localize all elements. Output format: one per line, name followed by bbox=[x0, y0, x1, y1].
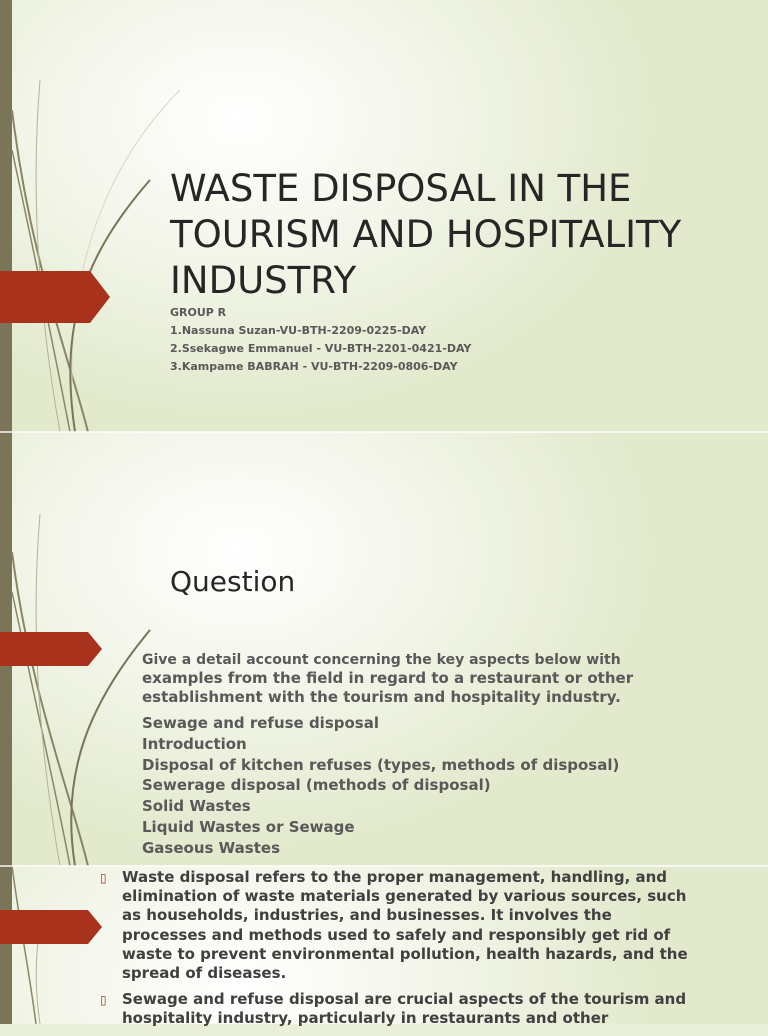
group-name: GROUP R bbox=[170, 306, 227, 319]
aspect-item: Sewage and refuse disposal bbox=[142, 714, 379, 732]
bullet-text: Waste disposal refers to the proper management, handling, and elimination of waste materials generated by various sources, such as households, industries, and businesses. It involves the processes and methods used to safely and responsibly get rid of waste to prevent environmental pollution, health hazards, and the spread of diseases. bbox=[122, 868, 688, 983]
aspect-item: Solid Wastes bbox=[142, 797, 251, 816]
slide-divider bbox=[0, 865, 768, 867]
aspect-item: Liquid Wastes or Sewage bbox=[142, 817, 355, 836]
slide-divider bbox=[0, 431, 768, 433]
question-intro-continued: examples from the field in regard to a restaurant or other establishment with the tourism and hospitality industry. bbox=[142, 669, 634, 706]
member-line: 2.Ssekagwe Emmanuel - VU-BTH-2201-0421-DAY bbox=[170, 342, 472, 355]
aspect-item: Introduction bbox=[142, 734, 247, 753]
slide-title bbox=[0, 0, 768, 432]
bullet-item bbox=[100, 990, 700, 1028]
accent-arrow-shape bbox=[0, 910, 102, 944]
question-heading: Question bbox=[170, 565, 296, 598]
bullet-marker-icon: ▯ bbox=[100, 993, 107, 1008]
member-line: 1.Nassuna Suzan-VU-BTH-2209-0225-DAY bbox=[170, 324, 427, 337]
bullet-text: Sewage and refuse disposal are crucial aspects of the tourism and hospitality industry, particularly in restaurants and other bbox=[122, 990, 687, 1028]
accent-arrow-shape bbox=[0, 632, 102, 666]
question-intro: Give a detail account concerning the key aspects below with bbox=[142, 652, 621, 668]
group-members bbox=[170, 304, 471, 376]
aspect-item: Sewerage disposal (methods of disposal) bbox=[142, 776, 491, 795]
member-line: 3.Kampame BABRAH - VU-BTH-2209-0806-DAY bbox=[170, 360, 458, 373]
bullet-item bbox=[100, 868, 700, 983]
aspect-item: Disposal of kitchen refuses (types, methods of disposal) bbox=[142, 755, 620, 774]
question-body bbox=[142, 652, 722, 859]
bullet-marker-icon: ▯ bbox=[100, 871, 107, 885]
aspect-list bbox=[142, 713, 722, 859]
presentation-title: WASTE DISPOSAL IN THE TOURISM AND HOSPITALITY INDUSTRY bbox=[170, 167, 682, 302]
accent-arrow-shape bbox=[0, 271, 110, 323]
aspect-item: Gaseous Wastes bbox=[142, 838, 281, 857]
intro-bullets bbox=[100, 868, 700, 1036]
